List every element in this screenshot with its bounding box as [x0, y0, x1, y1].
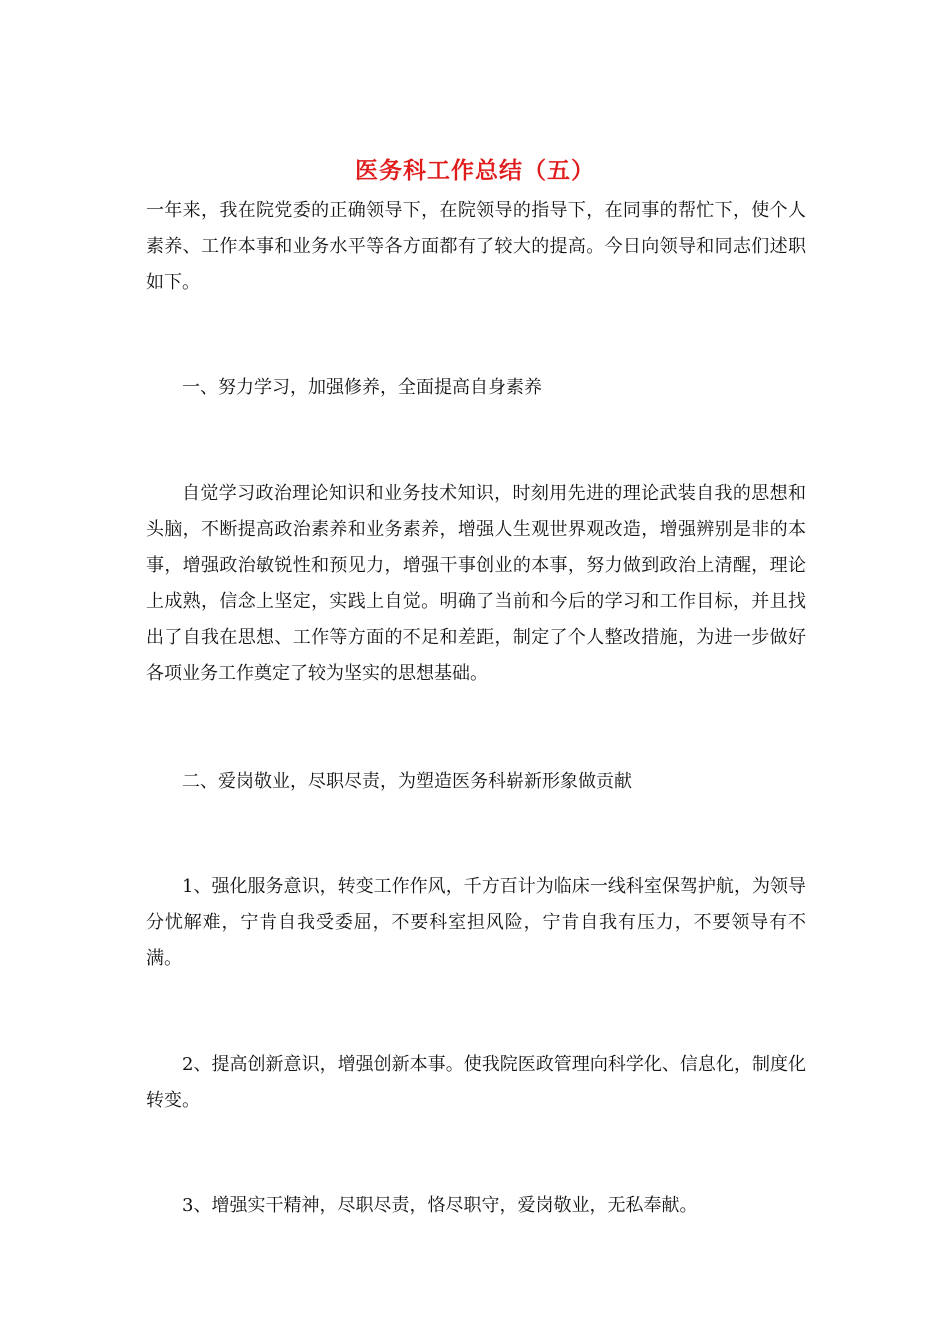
- intro-paragraph: 一年来，我在院党委的正确领导下，在院领导的指导下，在同事的帮忙下，使个人素养、工作本事和业务水平等各方面都有了较大的提高。今日向领导和同志们述职如下。: [146, 200, 806, 293]
- section-1-heading: 一、努力学习，加强修养，全面提高自身素养: [182, 377, 542, 398]
- section-1-body: 自觉学习政治理论知识和业务技术知识，时刻用先进的理论武装自我的思想和头脑，不断提高政治素养和业务素养，增强人生观世界观改造，增强辨别是非的本事，增强政治敏锐性和预见力，增强干事创业的本事，努力做到政治上清醒，理论上成熟，信念上坚定，实践上自觉。明确了当前和今后的学习和工作目标，并且找出了自我在思想、工作等方面的不足和差距，制定了个人整改措施，为进一步做好各项业务工作奠定了较为坚实的思想基础。: [146, 483, 806, 684]
- section-2-heading: 二、爱岗敬业，尽职尽责，为塑造医务科崭新形象做贡献: [182, 771, 632, 792]
- section-2-item-2: 2、提高创新意识，增强创新本事。使我院医政管理向科学化、信息化，制度化转变。: [146, 1054, 806, 1111]
- section-2-item-3: 3、增强实干精神，尽职尽责，恪尽职守，爱岗敬业，无私奉献。: [182, 1195, 698, 1216]
- section-2-item-1: 1、强化服务意识，转变工作作风，千方百计为临床一线科室保驾护航，为领导分忧解难，宁肯自我受委屈，不要科室担风险，宁肯自我有压力，不要领导有不满。: [146, 876, 806, 969]
- document-title: 医务科工作总结（五）: [355, 157, 595, 184]
